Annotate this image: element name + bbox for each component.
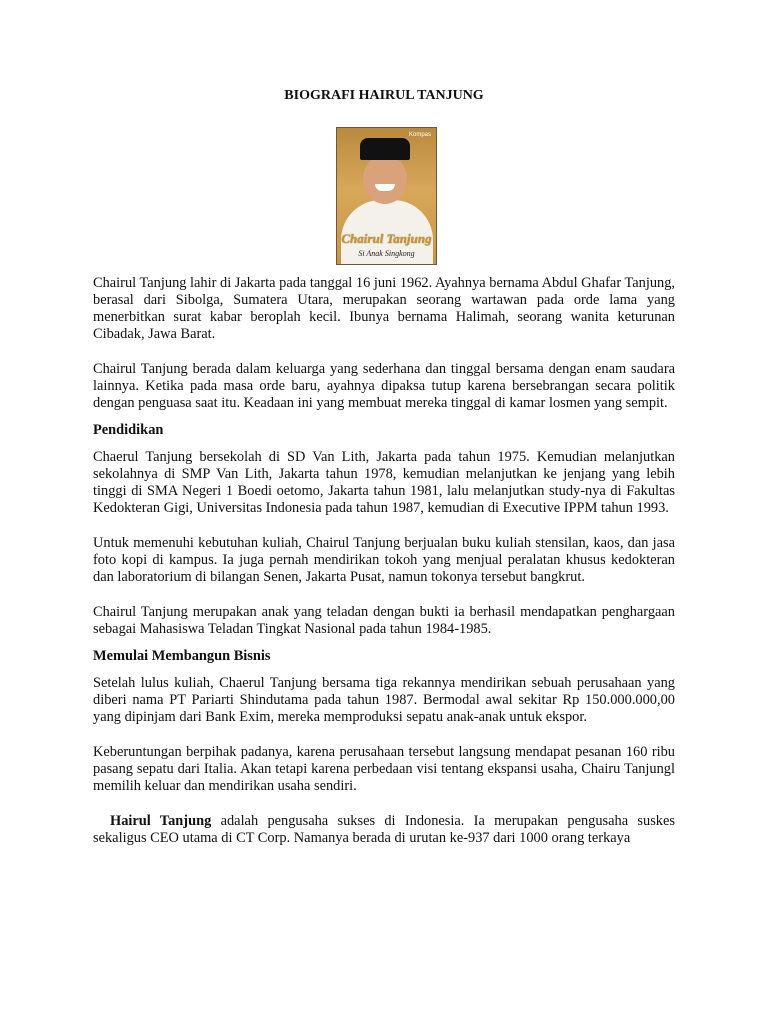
paragraph-award: Chairul Tanjung merupakan anak yang teladan dengan bukti ia berhasil mendapatkan penghargaan sebagai Mahasiswa Teladan Tingkat Nasional pada tahun 1984-1985. — [93, 604, 675, 637]
summary-bold-name: Hairul Tanjung — [110, 813, 212, 829]
paragraph-luck: Keberuntungan berpihak padanya, karena perusahaan tersebut langsung mendapat pesanan 160 ribu pasang sepatu dari Italia. Akan tetapi karena perbedaan visi tentang ekspansi usaha, Chairu Tanjungl memilih keluar dan mendirikan usaha sendiri. — [93, 744, 675, 794]
heading-pendidikan: Pendidikan — [93, 422, 164, 438]
publisher-logo: Kompas — [408, 132, 431, 138]
portrait-face — [363, 156, 407, 204]
portrait-peci-cap — [360, 138, 410, 160]
paragraph-first-company: Setelah lulus kuliah, Chaerul Tanjung bersama tiga rekannya mendirikan sebuah perusahaan yang diberi nama PT Pariarti Shindutama pada tahun 1987. Bermodal awal sekitar Rp 150.000.000,00 yang dipinjam dari Bank Exim, mereka memproduksi sepatu anak-anak untuk ekspor. — [93, 675, 675, 725]
cover-title: Chairul Tanjung — [341, 231, 432, 246]
summary-text: adalah pengusaha sukses di Indonesia. Ia merupakan pengusaha suskes sekaligus CEO utama di CT Corp. Namanya berada di urutan ke-937 dari 1000 orang terkaya — [93, 813, 675, 846]
document-body — [93, 275, 675, 847]
paragraph-college-work: Untuk memenuhi kebutuhan kuliah, Chairul Tanjung berjualan buku kuliah stensilan, kaos, dan jasa foto kopi di kampus. Ia juga pernah mendirikan tokoh yang menjual peralatan khusus kedokteran dan laboratorium di bilangan Senen, Jakarta Pusat, namun tokonya tersebut bangkrut. — [93, 535, 675, 585]
document-title: BIOGRAFI HAIRUL TANJUNG — [284, 88, 484, 103]
cover-subtitle: Si Anak Singkong — [358, 249, 415, 258]
paragraph-summary — [93, 813, 675, 847]
paragraph-family: Chairul Tanjung berada dalam keluarga yang sederhana dan tinggal bersama dengan enam saudara lainnya. Ketika pada masa orde baru, ayahnya dipaksa tutup karena bersebrangan secara politik dengan penguasa saat itu. Keadaan ini yang membuat mereka tinggal di kamar losmen yang sempit. — [93, 361, 675, 411]
paragraph-education: Chaerul Tanjung bersekolah di SD Van Lith, Jakarta pada tahun 1975. Kemudian melanjutkan sekolahnya di SMP Van Lith, Jakarta tahun 1978, kemudian melanjutkan ke jenjang yang lebih tinggi di SMA Negeri 1 Boedi oetomo, Jakarta tahun 1981, lalu melanjutkan study-nya di Fakultas Kedokteran Gigi, Universitas Indonesia pada tahun 1987, kemudian di Executive IPPM tahun 1993. — [93, 449, 675, 516]
book-cover-image — [336, 127, 437, 265]
heading-bisnis: Memulai Membangun Bisnis — [93, 648, 271, 664]
paragraph-birth: Chairul Tanjung lahir di Jakarta pada tanggal 16 juni 1962. Ayahnya bernama Abdul Ghafar Tanjung, berasal dari Sibolga, Sumatera Utara, merupakan seorang wartawan pada orde lama yang menerbitkan surat kabar beroplah kecil. Ibunya bernama Halimah, seorang wanita keturunan Cibadak, Jawa Barat. — [93, 275, 676, 342]
